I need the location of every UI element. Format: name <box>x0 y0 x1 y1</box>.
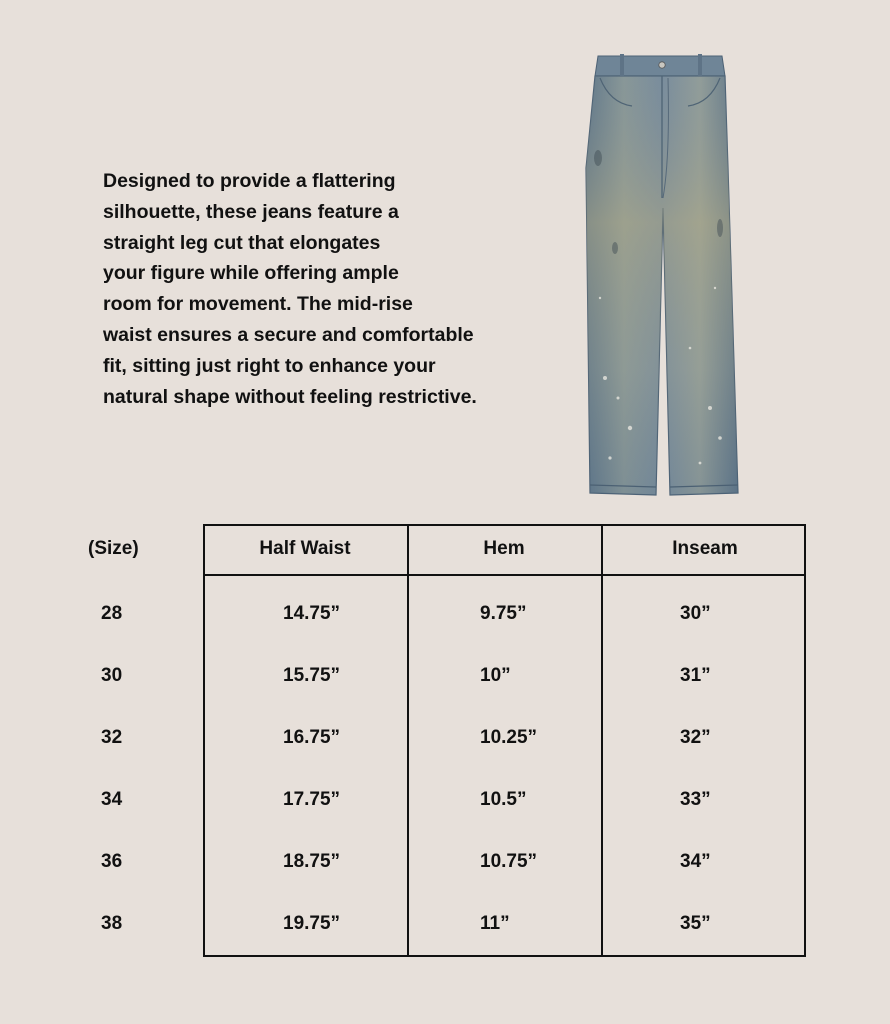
inseam-cell: 32” <box>680 727 711 748</box>
description-line: silhouette, these jeans feature a <box>103 200 399 223</box>
table-border-left <box>203 524 205 957</box>
half-waist-cell: 19.75” <box>283 913 341 934</box>
product-image <box>570 48 755 503</box>
size-column-label: (Size) <box>88 538 139 559</box>
size-value: 36 <box>101 851 123 872</box>
inseam-cell: 35” <box>680 913 711 934</box>
size-value: 38 <box>101 913 123 934</box>
table-border-top <box>203 524 806 526</box>
table-border-right <box>804 524 806 957</box>
size-value: 34 <box>101 789 123 810</box>
inseam-cell: 33” <box>680 789 711 810</box>
description-line: room for movement. The mid-rise <box>103 293 413 316</box>
header-inseam: Inseam <box>672 538 738 559</box>
description-line: straight leg cut that elongates <box>103 231 381 254</box>
hem-cell: 10.75” <box>480 851 538 872</box>
header-hem: Hem <box>483 538 525 559</box>
description-line: fit, sitting just right to enhance your <box>103 354 436 377</box>
half-waist-cell: 15.75” <box>283 665 341 686</box>
table-column-divider <box>407 524 409 957</box>
hem-cell: 10.5” <box>480 789 527 810</box>
table-border-bottom <box>203 955 806 957</box>
product-description <box>103 166 543 412</box>
description-line: Designed to provide a flattering <box>103 170 396 192</box>
half-waist-cell: 18.75” <box>283 851 341 872</box>
size-value: 28 <box>101 603 123 624</box>
description-line: waist ensures a secure and comfortable <box>103 323 474 346</box>
description-line: your figure while offering ample <box>103 262 399 285</box>
inseam-cell: 31” <box>680 665 711 686</box>
description-line: natural shape without feeling restrictive. <box>103 385 477 408</box>
size-value: 32 <box>101 727 123 748</box>
half-waist-cell: 14.75” <box>283 603 341 624</box>
size-value: 30 <box>101 665 123 686</box>
table-column-divider <box>601 524 603 957</box>
header-half-waist: Half Waist <box>259 538 351 559</box>
inseam-cell: 30” <box>680 603 711 624</box>
hem-cell: 10.25” <box>480 727 538 748</box>
half-waist-cell: 17.75” <box>283 789 341 810</box>
table-header-divider <box>203 574 806 576</box>
inseam-cell: 34” <box>680 851 711 872</box>
hem-cell: 9.75” <box>480 603 527 624</box>
straight-leg-jeans-icon <box>570 48 755 503</box>
half-waist-cell: 16.75” <box>283 727 341 748</box>
hem-cell: 11” <box>480 913 510 934</box>
hem-cell: 10” <box>480 665 511 686</box>
